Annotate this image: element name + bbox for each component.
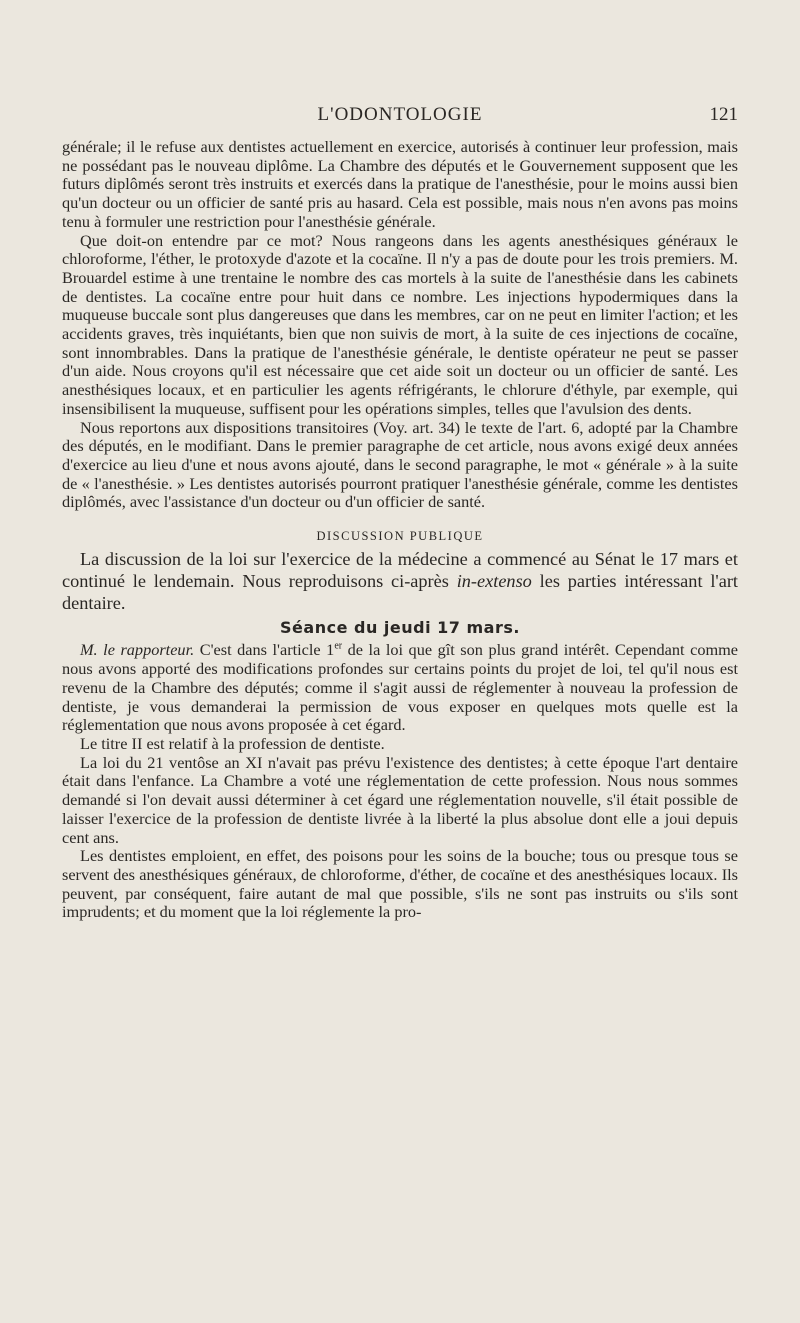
speaker-name: M. le rapporteur.	[80, 640, 195, 660]
paragraph: La loi du 21 ventôse an XI n'avait pas prévu l'existence des dentistes; à cette époque l'art dentaire était dans l'enfance. La Chambre a voté une réglementation de cette profession. Nous nous sommes demandé si l'on devait aussi déterminer à cet égard une réglementation nouvelle, s'il était possible de laisser l'exercice de la profession de dentiste livrée à la liberté la plus absolue dont elle a joui depuis cent ans.	[62, 752, 738, 847]
speech-paragraph	[62, 641, 738, 735]
intro-paragraph	[62, 548, 738, 614]
paragraph: Nous reportons aux dispositions transitoires (Voy. art. 34) le texte de l'art. 6, adopté par la Chambre des députés, en le modifiant. Dans le premier paragraphe de cet article, nous avons exigé deux années d'exercice au lieu d'une et nous avons ajouté, dans le second paragraphe, le mot « générale » à la suite de « l'anesthésie. » Les dentistes autorisés pourront pratiquer l'anesthésie générale, comme les dentistes diplômés, avec l'assistance d'un docteur ou d'un officier de santé.	[62, 417, 738, 512]
intro-text-end: les parties intéressant l'art dentaire.	[62, 570, 738, 613]
speech-text-end: de la loi que gît son plus grand intérêt. Cependant comme nous avons apporté des modifications profondes sur certains points du projet de loi, tel qu'il nous est revenu de la Chambre des députés; comme il s'agit aussi de réglementer à nouveau la profession de dentiste, je vous demanderai la permission de vous exposer en quelques mots quelle est la réglementation que nous avons proposée à cet égard.	[62, 640, 739, 735]
paragraph: Que doit-on entendre par ce mot? Nous rangeons dans les agents anesthésiques généraux le chloroforme, l'éther, le protoxyde d'azote et la cocaïne. Il n'y a pas de doute pour les trois premiers. M. Brouardel estime à une trentaine le nombre des cas mortels à la suite de l'anesthésie dans les cabinets de dentistes. La cocaïne entre pour huit dans ce nombre. Les injections hypodermiques dans la muqueuse buccale sont plus dangereuses que dans les membres, car on ne peut en limiter l'action; et les accidents graves, très inquiétants, bien que non suivis de mort, à la suite de ces injections de cocaïne, sont innombrables. Dans la pratique de l'anesthésie générale, le dentiste opérateur ne peut se passer d'un aide. Nous croyons qu'il est nécessaire que cet aide soit un docteur ou un officier de santé. Les anesthésiques locaux, et en particulier les agents réfrigérants, le chlorure d'éthyle, par exemple, qui insensibilisent la muqueuse, suffisent pour les opérations simples, telles que l'avulsion des dents.	[62, 230, 738, 418]
paragraph: Le titre II est relatif à la profession de dentiste.	[80, 733, 385, 753]
speech-text: C'est dans l'article 1	[194, 640, 335, 660]
page-body	[62, 138, 738, 922]
paragraph: Les dentistes emploient, en effet, des poisons pour les soins de la bouche; tous ou presque tous se servent des anesthésiques généraux, de chloroforme, d'éther, de cocaïne et des anesthésiques locaux. Ils peuvent, par conséquent, faire autant de mal que possible, s'ils ne sont pas instruits ou s'ils sont imprudents; et du moment que la loi réglemente la pro-	[62, 846, 738, 922]
page-number: 121	[709, 104, 738, 125]
superscript: er	[334, 641, 343, 653]
session-title: Séance du jeudi 17 mars.	[280, 617, 520, 637]
paragraph: générale; il le refuse aux dentistes actuellement en exercice, autorisés à continuer leur profession, mais ne possédant pas le nouveau diplôme. La Chambre des députés et le Gouvernement supposent que les futurs diplômés seront très instruits et exercés dans la pratique de l'anesthésie, pour le moins aussi bien qu'un docteur ou un officier de santé pris au hasard. Cela est possible, mais nous n'en avons pas moins tenu à formuler une restriction pour l'anesthésie générale.	[62, 137, 738, 231]
page-header	[62, 104, 738, 130]
section-heading: DISCUSSION PUBLIQUE	[316, 529, 484, 544]
intro-text: La discussion de la loi sur l'exercice de la médecine a commencé au Sénat le 17 mars et continué le lendemain. Nous reproduisons ci-après	[62, 548, 738, 591]
intro-emphasis: in-extenso	[456, 570, 532, 591]
running-title: L'ODONTOLOGIE	[317, 104, 483, 125]
